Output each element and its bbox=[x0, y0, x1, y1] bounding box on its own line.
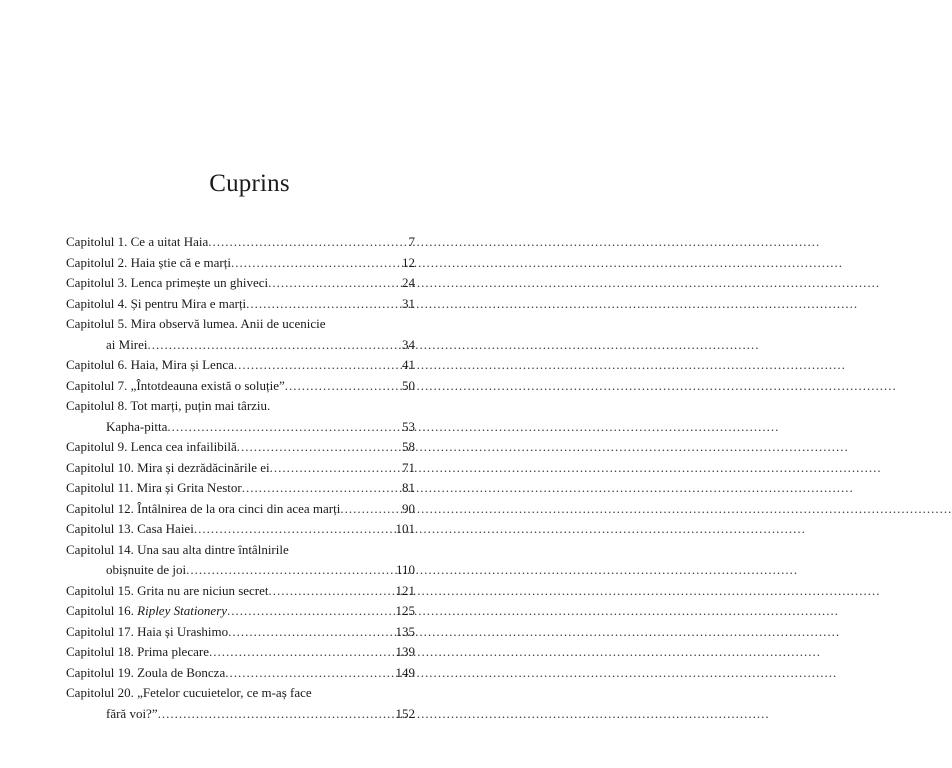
toc-entry-label: Capitolul 18. Prima plecare bbox=[66, 644, 209, 659]
dot-leader bbox=[268, 273, 402, 294]
toc-entry-page: 139 bbox=[395, 644, 415, 659]
toc-entry-label-continuation: fără voi?” bbox=[106, 705, 158, 721]
toc-entry-label: Capitolul 3. Lenca primește un ghiveci bbox=[66, 275, 269, 290]
dot-leader bbox=[234, 355, 402, 376]
dot-leader bbox=[231, 253, 402, 274]
toc-entry-page: 7 bbox=[408, 234, 415, 249]
toc-entry bbox=[66, 663, 415, 684]
dot-leader bbox=[186, 560, 396, 581]
toc-entry-label: Capitolul 20. „Fetelor cucuietelor, ce m-aș face bbox=[66, 685, 312, 700]
toc-entry bbox=[66, 581, 415, 602]
toc-entry bbox=[66, 396, 415, 437]
toc-entry bbox=[66, 478, 415, 499]
dot-leader bbox=[270, 458, 402, 479]
dot-leader bbox=[194, 519, 396, 540]
toc-entry-page: 149 bbox=[395, 664, 415, 680]
toc-entry-page: 41 bbox=[402, 357, 415, 372]
toc-entry bbox=[66, 622, 415, 643]
dot-leader bbox=[269, 581, 396, 602]
toc-entry-page: 71 bbox=[402, 459, 415, 475]
toc-entry-page: 24 bbox=[402, 275, 415, 290]
dot-leader bbox=[227, 601, 395, 622]
toc-entry-label: Capitolul 19. Zoula de Boncza bbox=[66, 664, 226, 680]
dot-leader bbox=[158, 704, 396, 725]
toc-entry-page: 58 bbox=[402, 439, 415, 454]
toc-entry bbox=[66, 601, 415, 622]
toc-entry bbox=[66, 642, 415, 663]
toc-entry-label: Capitolul 9. Lenca cea infailibilă bbox=[66, 439, 237, 454]
dot-leader bbox=[228, 622, 395, 643]
toc-entry-page: 53 bbox=[402, 418, 415, 434]
toc-entry bbox=[66, 273, 415, 294]
toc-entry-label-italic: Ripley Stationery bbox=[137, 603, 228, 618]
toc-entry-label: Capitolul 11. Mira și Grita Nestor bbox=[66, 480, 242, 495]
toc-entry bbox=[66, 376, 415, 397]
toc-entry bbox=[66, 294, 415, 315]
toc-entry-page: 31 bbox=[402, 295, 415, 311]
toc-entry-label: Capitolul 6. Haia, Mira și Lenca bbox=[66, 357, 234, 372]
toc-entry bbox=[66, 355, 415, 376]
table-of-contents bbox=[66, 232, 415, 724]
toc-entry-page: 50 bbox=[402, 377, 415, 393]
toc-entry-page: 90 bbox=[402, 500, 415, 516]
page-title: Cuprins bbox=[209, 170, 290, 197]
toc-entry-label: Capitolul 2. Haia știe că e marți bbox=[66, 254, 231, 270]
toc-entry bbox=[66, 458, 415, 479]
toc-entry bbox=[66, 314, 415, 355]
toc-entry-label: Capitolul 4. Și pentru Mira e marți bbox=[66, 295, 247, 311]
toc-entry bbox=[66, 253, 415, 274]
toc-entry-label bbox=[66, 601, 227, 622]
toc-entry-page: 125 bbox=[395, 603, 415, 618]
toc-entry-page: 121 bbox=[395, 582, 415, 598]
toc-entry bbox=[66, 683, 415, 724]
toc-entry-page: 110 bbox=[395, 562, 415, 577]
dot-leader bbox=[285, 376, 402, 397]
dot-leader bbox=[148, 335, 402, 356]
toc-entry-page: 101 bbox=[395, 521, 415, 536]
toc-entry-label: Capitolul 17. Haia și Urashimo bbox=[66, 623, 229, 639]
toc-entry bbox=[66, 437, 415, 458]
toc-entry-label: Capitolul 1. Ce a uitat Haia bbox=[66, 234, 209, 249]
toc-entry-label: Capitolul 8. Tot marți, puțin mai târziu. bbox=[66, 398, 271, 413]
toc-entry-page: 12 bbox=[402, 254, 415, 270]
toc-entry-label: Capitolul 14. Una sau alta dintre întâlnirile bbox=[66, 541, 289, 557]
toc-entry bbox=[66, 499, 415, 520]
dot-leader bbox=[167, 417, 402, 438]
toc-entry bbox=[66, 540, 415, 581]
toc-entry-label-continuation: Kapha-pitta bbox=[106, 418, 168, 434]
toc-entry-label-continuation: ai Mirei bbox=[106, 336, 148, 352]
toc-entry-page: 34 bbox=[402, 336, 415, 352]
toc-entry bbox=[66, 232, 415, 253]
toc-entry-label: Capitolul 13. Casa Haiei bbox=[66, 521, 194, 536]
toc-entry-label: Capitolul 7. „Întotdeauna există o soluție” bbox=[66, 377, 285, 393]
dot-leader bbox=[340, 499, 402, 520]
toc-entry-label: Capitolul 5. Mira observă lumea. Anii de ucenicie bbox=[66, 316, 326, 331]
dot-leader bbox=[225, 663, 395, 684]
dot-leader bbox=[209, 642, 396, 663]
toc-entry-label-continuation: obișnuite de joi bbox=[106, 562, 187, 577]
dot-leader bbox=[242, 478, 402, 499]
toc-entry-label-prefix: Capitolul 16. bbox=[66, 603, 134, 618]
toc-entry-page: 81 bbox=[402, 480, 415, 495]
toc-entry-label: Capitolul 12. Întâlnirea de la ora cinci din acea marți bbox=[66, 500, 341, 516]
toc-entry-label: Capitolul 15. Grita nu are niciun secret bbox=[66, 582, 269, 598]
toc-entry bbox=[66, 519, 415, 540]
toc-entry-label: Capitolul 10. Mira și dezrădăcinările ei bbox=[66, 459, 270, 475]
dot-leader bbox=[246, 294, 402, 315]
toc-entry-page: 152 bbox=[395, 705, 415, 721]
toc-entry-page: 135 bbox=[395, 623, 415, 639]
dot-leader bbox=[237, 437, 402, 458]
dot-leader bbox=[208, 232, 408, 253]
